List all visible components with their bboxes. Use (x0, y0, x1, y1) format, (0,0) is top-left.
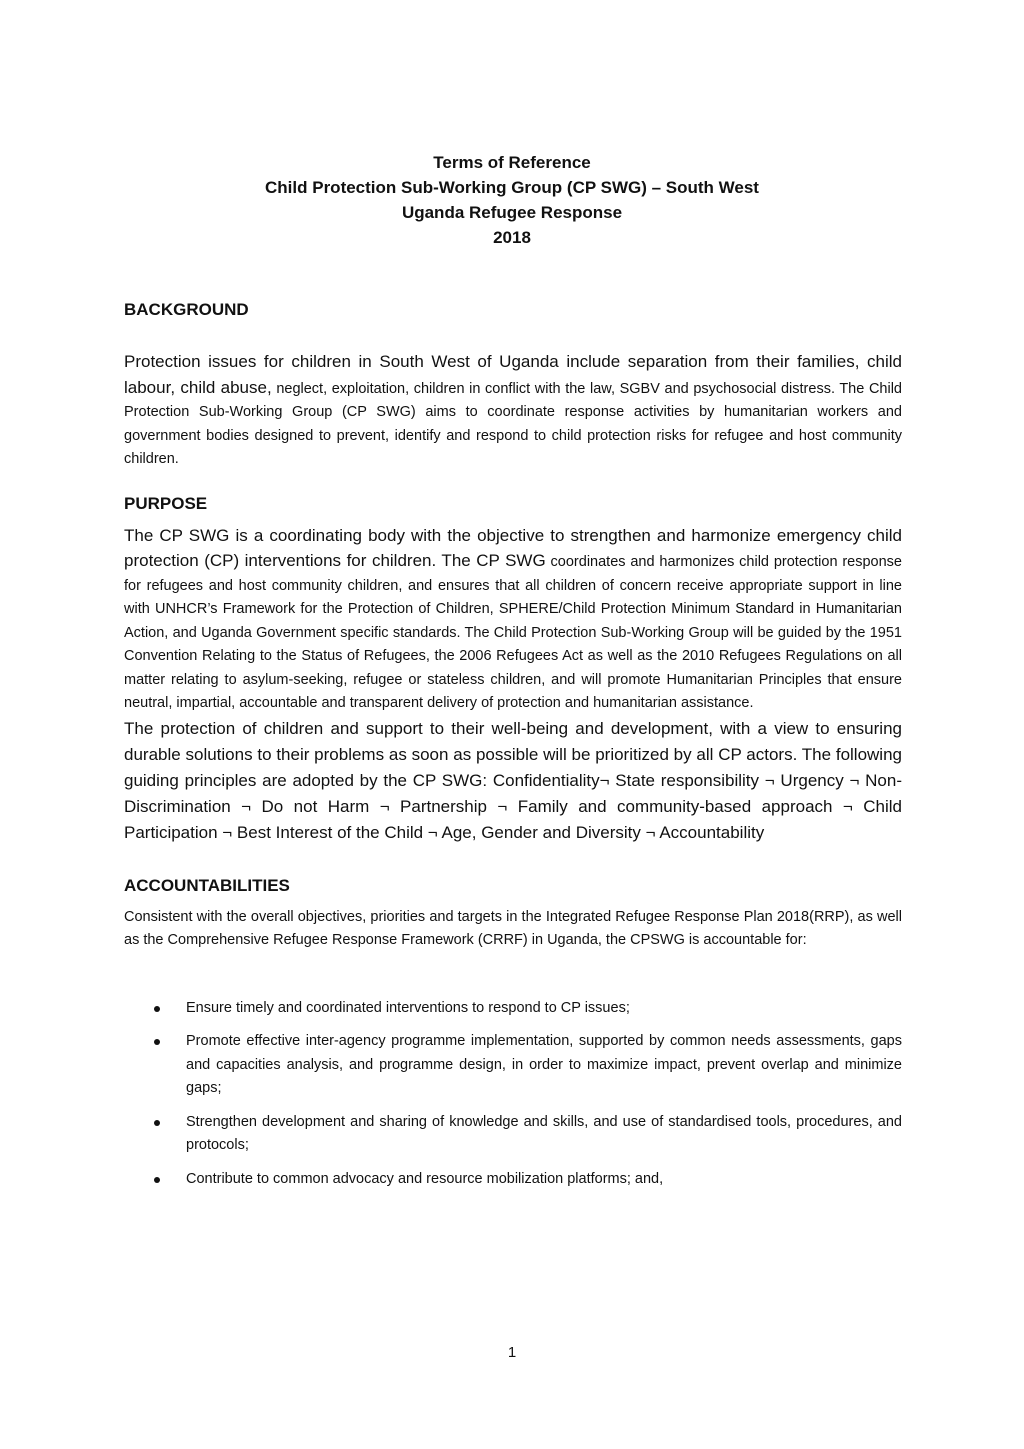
title-line-4: 2018 (493, 228, 531, 247)
document-title (0, 150, 1024, 250)
accountabilities-intro: Consistent with the overall objectives, priorities and targets in the Integrated Refugee Response Plan 2018(RRP), as well as the Comprehensive Refugee Response Framework (CRRF) in Uganda, the CPSWG is accountable for: (124, 908, 902, 948)
purpose-heading: PURPOSE (124, 493, 208, 513)
title-line-1: Terms of Reference (433, 153, 591, 172)
background-heading: BACKGROUND (124, 300, 249, 319)
title-line-3: Uganda Refugee Response (401, 203, 623, 222)
purpose-lead-text: The CP SWG is a coordinating body with the objective to strengthen and harmonize emergency child protection (CP) interventions for children. The CP SWG (124, 525, 902, 570)
guiding-principles-paragraph: The protection of children and support to their well-being and development, with a view to ensuring durable solutions to their problems as soon as possible will be prioritized by all CP actors. The following guiding principles are adopted by the CP SWG: Confidentiality¬ State responsibility ¬ Urgency ¬ Non-Discrimination ¬ Do not Harm ¬ Partnership ¬ Family and community-based approach ¬ Child Participation ¬ Best Interest of the Child ¬ Age, Gender and Diversity ¬ Accountability (124, 718, 902, 842)
page-number: 1 (507, 1344, 517, 1361)
background-paragraph (124, 350, 902, 472)
bullet-icon (154, 1039, 160, 1045)
document-body (124, 298, 902, 1201)
accountabilities-list (124, 997, 902, 1192)
list-item: Promote effective inter-agency programme implementation, supported by common needs assessments, gaps and capacities analysis, and programme design, in order to maximize impact, prevent overlap and minimize gaps; (124, 1030, 902, 1101)
title-line-2: Child Protection Sub-Working Group (CP SWG) – South West (265, 178, 759, 197)
bullet-icon (154, 1120, 160, 1126)
background-body-text: neglect, exploitation, children in conflict with the law, SGBV and psychosocial distress. The Child Protection Sub-Working Group (CP SWG) aims to coordinate response activities by humanitarian workers and government bodies designed to prevent, identify and respond to child protection risks for refugee and host community children. (124, 380, 902, 467)
bullet-icon (154, 1006, 160, 1012)
list-item: Contribute to common advocacy and resource mobilization platforms; and, (124, 1168, 902, 1192)
purpose-body-text: coordinates and harmonizes child protection response for refugees and host community children, and ensures that all children of concern receive appropriate support in line with UNHCR’s Framework for the Protection of Children, SPHERE/Child Protection Minimum Standard in Humanitarian Action, and Uganda Government specific standards. The Child Protection Sub-Working Group will be guided by the 1951 Convention Relating to the Status of Refugees, the 2006 Refugees Act as well as the 2010 Refugees Regulations on all matter relating to asylum-seeking, refugee or stateless children, and will promote Humanitarian Principles that ensure neutral, impartial, accountable and transparent delivery of protection and humanitarian assistance. (124, 554, 902, 711)
background-lead-text: Protection issues for children in South West of Uganda include separation from their families, child labour, child abuse, (124, 352, 902, 397)
accountabilities-heading: ACCOUNTABILITIES (124, 875, 290, 895)
list-item: Ensure timely and coordinated interventions to respond to CP issues; (124, 997, 902, 1021)
purpose-paragraph (124, 524, 902, 716)
bullet-icon (154, 1177, 160, 1183)
list-item: Strengthen development and sharing of knowledge and skills, and use of standardised tools, procedures, and protocols; (124, 1111, 902, 1158)
